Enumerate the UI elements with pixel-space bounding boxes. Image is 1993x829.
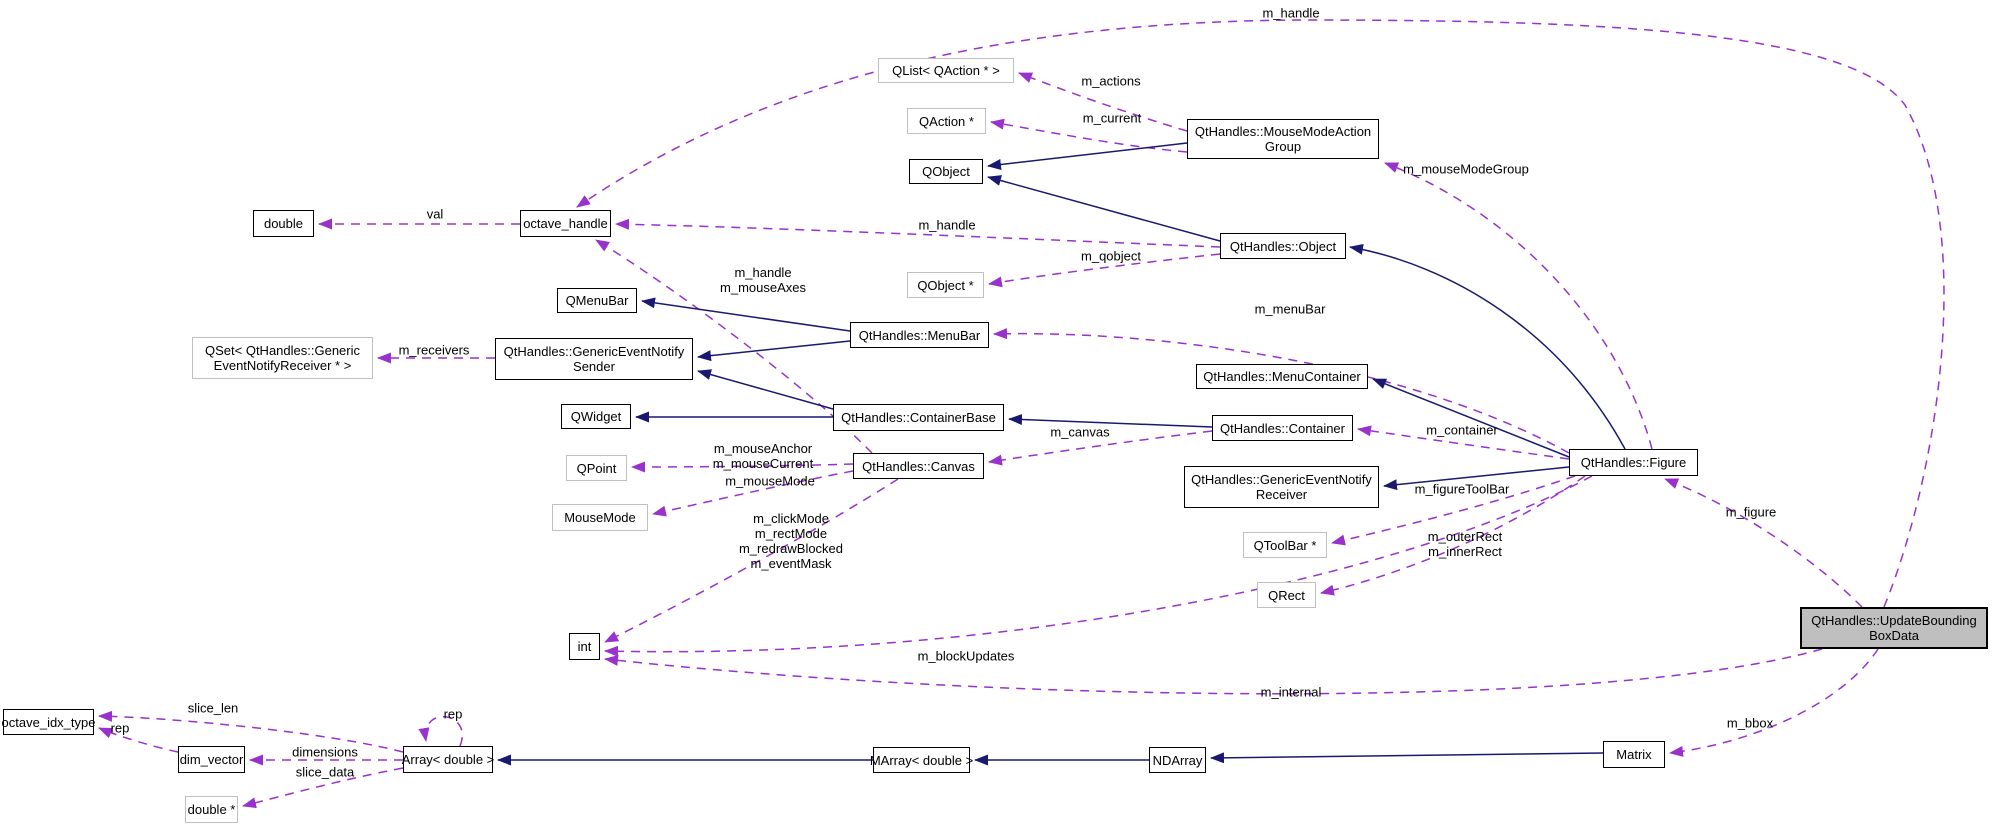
node-qthandles-container[interactable]	[1212, 415, 1353, 441]
edge-label-line: m_figure	[1725, 504, 1777, 520]
node-label: octave_idx_type	[1, 714, 96, 730]
node-label: QAction *	[919, 113, 974, 129]
node-qthandles-canvas[interactable]	[853, 453, 984, 479]
node-label: Sender	[573, 359, 615, 374]
edge-label-m_mouseMode	[725, 474, 815, 489]
edge-label-m_current	[1083, 111, 1142, 126]
edge-qthandles-figure-to-qthandles-object	[1350, 247, 1625, 449]
node-int[interactable]	[569, 633, 600, 660]
edge-matrix-to-ndarray	[1211, 753, 1603, 758]
node-label: QtHandles::Object	[1229, 238, 1337, 254]
node-label: QtHandles::MenuContainer	[1203, 369, 1361, 384]
node-label: NDArray	[1152, 752, 1203, 768]
node-qtoolbar-ptr[interactable]	[1243, 532, 1327, 558]
edge-container-base-to-generic-event-notify-sender	[698, 371, 833, 409]
edge-label-line: m_figureToolBar	[1414, 481, 1510, 497]
node-label: QtHandles::Canvas	[862, 458, 975, 474]
node-mouse-mode-action-group[interactable]	[1187, 119, 1379, 159]
edge-label-dimensions	[292, 745, 358, 760]
edge-label-m_figure	[1726, 505, 1777, 520]
edge-label-line: m_internal	[1260, 684, 1322, 700]
node-qmenubar[interactable]	[557, 288, 637, 313]
node-container-base[interactable]	[833, 404, 1004, 431]
node-label: QList< QAction * >	[892, 63, 1000, 78]
edge-label-m_clickMode	[739, 511, 843, 571]
node-label: double	[263, 216, 304, 231]
edge-label-m_internal	[1261, 685, 1322, 700]
edge-label-m_qobject	[1081, 249, 1141, 264]
node-array-double[interactable]	[403, 746, 493, 773]
node-ndarray[interactable]	[1149, 747, 1206, 773]
node-label: Matrix	[1616, 747, 1652, 762]
edge-label-line: m_mouseMode	[725, 473, 815, 489]
node-octave-handle[interactable]	[520, 210, 611, 237]
edge-label-line: m_mouseAxes	[720, 280, 806, 295]
node-matrix[interactable]	[1603, 741, 1665, 768]
node-label: QtHandles::GenericEventNotify	[503, 344, 685, 359]
edge-qthandles-menubar-to-generic-event-notify-sender	[698, 341, 850, 357]
node-octave-idx-type[interactable]	[3, 709, 94, 735]
edge-label-line: m_mouseAnchor	[713, 441, 813, 456]
edge-update-bounding-box-data-to-matrix	[1670, 649, 1878, 753]
node-qpoint[interactable]	[566, 455, 627, 481]
node-label: Receiver	[1255, 487, 1308, 502]
node-qthandles-figure[interactable]	[1569, 449, 1698, 476]
edge-label-line: m_mouseModeGroup	[1403, 161, 1529, 177]
node-qwidget[interactable]	[561, 404, 631, 429]
node-label: MArray< double >	[869, 752, 974, 768]
node-label: QObject *	[917, 277, 974, 293]
edge-label-line: m_receivers	[398, 342, 470, 358]
node-label: QWidget	[570, 409, 622, 424]
edge-label-m_canvas	[1050, 425, 1109, 440]
edge-label-line: m_blockUpdates	[917, 648, 1015, 664]
edge-label-line: dimensions	[292, 744, 358, 760]
edge-label-m_handle	[720, 265, 806, 295]
node-qobject[interactable]	[909, 159, 983, 184]
edge-label-m_bbox	[1727, 716, 1773, 731]
node-label: QtHandles::Figure	[1580, 455, 1687, 470]
edge-label-line: m_innerRect	[1428, 544, 1502, 559]
edge-label-line: m_canvas	[1050, 424, 1110, 440]
edge-label-m_container	[1426, 423, 1498, 438]
node-double[interactable]	[253, 210, 314, 237]
edge-label-line: m_handle	[1262, 5, 1320, 21]
node-label: QObject	[922, 164, 970, 179]
edge-label-line: m_redrawBlocked	[738, 541, 844, 556]
node-label: QtHandles::Container	[1219, 420, 1345, 436]
node-generic-event-notify-receiver[interactable]	[1184, 466, 1379, 508]
edge-qthandles-menubar-to-qmenubar	[642, 301, 850, 331]
edge-label-slice_len	[188, 701, 239, 716]
node-qthandles-object[interactable]	[1220, 233, 1346, 259]
node-label: QPoint	[576, 460, 617, 476]
node-label: dim_vector	[179, 752, 244, 767]
node-label: Group	[1264, 139, 1302, 154]
edge-label-m_receivers	[399, 343, 470, 358]
node-dim-vector[interactable]	[178, 746, 245, 773]
edge-label-line: m_eventMask	[750, 556, 832, 571]
node-label: QtHandles::MouseModeAction	[1194, 124, 1372, 139]
edge-update-bounding-box-data-to-int	[605, 649, 1822, 694]
node-label: QtHandles::GenericEventNotify	[1191, 472, 1372, 487]
edge-label-line: rep	[110, 720, 130, 736]
node-label: double *	[187, 802, 236, 817]
node-label: EventNotifyReceiver * >	[213, 358, 352, 373]
node-label: BoxData	[1869, 628, 1919, 643]
node-label: QToolBar *	[1253, 537, 1317, 553]
edge-label-line: m_outerRect	[1427, 529, 1503, 544]
edge-label-m_handle	[918, 218, 975, 233]
edge-label-line: m_container	[1426, 422, 1498, 438]
node-qaction-ptr[interactable]	[907, 108, 986, 134]
edge-update-bounding-box-data-to-qthandles-figure	[1665, 479, 1862, 607]
node-label: octave_handle	[523, 216, 608, 231]
edge-label-line: m_clickMode	[753, 511, 829, 526]
node-update-bounding-box-data	[1800, 607, 1988, 649]
node-label: QSet< QtHandles::Generic	[205, 343, 360, 358]
edge-label-line: m_mouseCurrent	[712, 456, 814, 471]
edge-label-slice_data	[296, 765, 355, 780]
node-qrect[interactable]	[1257, 582, 1316, 608]
node-generic-event-notify-sender[interactable]	[495, 338, 693, 380]
edge-label-line: m_handle	[734, 265, 792, 280]
edge-label-line: val	[426, 206, 444, 222]
edge-mouse-mode-action-group-to-qobject	[988, 143, 1187, 166]
node-qlist-qaction[interactable]	[878, 58, 1014, 83]
node-label: QtHandles::MenuBar	[858, 327, 981, 343]
edge-label-line: m_current	[1082, 110, 1142, 126]
node-qset-receivers[interactable]	[192, 337, 373, 379]
edge-label-line: slice_len	[187, 700, 239, 716]
edge-label-line: m_qobject	[1081, 248, 1141, 264]
node-qobject-ptr[interactable]	[907, 272, 984, 298]
node-marray-double[interactable]	[869, 747, 974, 773]
edge-label-rep	[444, 707, 463, 722]
edge-label-m_mouseModeGroup	[1403, 162, 1529, 177]
edge-qthandles-object-to-qobject	[988, 177, 1220, 241]
edge-label-m_blockUpdates	[918, 649, 1015, 664]
node-label: Array< double >	[401, 752, 495, 767]
node-label: MouseMode	[564, 510, 636, 525]
edge-label-line: rep	[443, 706, 463, 722]
node-label: QRect	[1268, 587, 1305, 603]
edge-label-line: m_actions	[1081, 73, 1141, 89]
edge-label-rep	[111, 721, 130, 736]
edge-label-line: m_bbox	[1726, 715, 1774, 731]
node-label: int	[577, 639, 592, 654]
edge-label-m_figureToolBar	[1415, 482, 1510, 497]
edge-label-m_handle	[1262, 6, 1319, 21]
edge-label-line: m_rectMode	[754, 526, 828, 541]
edge-mouse-mode-action-group-to-qaction-ptr	[991, 122, 1187, 152]
edge-label-line: slice_data	[295, 764, 355, 780]
node-mouse-mode[interactable]	[552, 504, 648, 531]
node-double-ptr[interactable]	[185, 796, 238, 823]
node-label: QMenuBar	[565, 293, 629, 308]
edge-label-val	[427, 207, 444, 222]
edge-label-m_mouseAnchor	[713, 441, 813, 471]
edge-label-m_outerRect	[1428, 529, 1502, 559]
node-qthandles-menubar[interactable]	[850, 322, 989, 348]
node-label: QtHandles::UpdateBounding	[1811, 613, 1977, 628]
node-menu-container[interactable]	[1196, 364, 1368, 389]
edge-qthandles-container-to-container-base	[1009, 419, 1212, 427]
edge-label-line: m_handle	[918, 217, 976, 233]
edge-label-m_actions	[1081, 74, 1140, 89]
node-label: QtHandles::ContainerBase	[841, 410, 996, 425]
edge-label-line: m_menuBar	[1254, 301, 1326, 317]
edge-label-m_menuBar	[1255, 302, 1326, 317]
edge-qthandles-figure-to-mouse-mode-action-group	[1385, 163, 1652, 449]
